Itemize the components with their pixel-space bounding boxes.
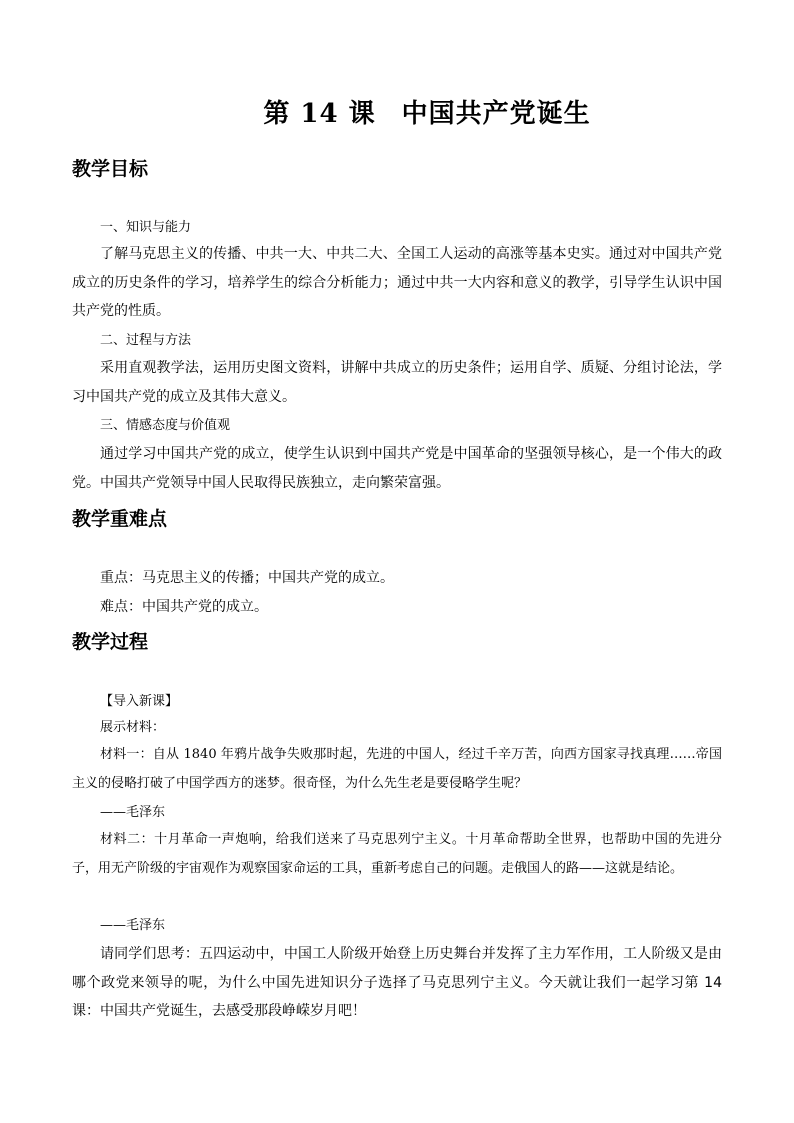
emotion-label: 三、情感态度与价值观 xyxy=(100,418,231,433)
objectives-heading: 教学目标 xyxy=(72,158,149,180)
lesson-name: 中国共产党诞生 xyxy=(401,99,591,129)
material-one: 材料一：自从 1840 年鸦片战争失败那时起，先进的中国人，经过千辛万苦，向西方国家寻找真理……帝国主义的侵略打破了中国学西方的迷梦。很奇怪，为什么先生老是要侵略学生呢？ xyxy=(72,747,722,791)
process-method-text: 采用直观教学法，运用历史图文资料，讲解中共成立的历史条件；运用自学、质疑、分组讨论法，学习中国共产党的成立及其伟大意义。 xyxy=(72,360,722,405)
material-two: 材料二：十月革命一声炮响，给我们送来了马克思列宁主义。十月革命帮助全世界，也帮助中国的先进分子，用无产阶级的宇宙观作为观察国家命运的工具，重新考虑自己的问题。走俄国人的路——这就是结论。 xyxy=(72,832,722,876)
show-material-label: 展示材料： xyxy=(100,720,166,735)
attribution-two: ——毛泽东 xyxy=(100,918,166,933)
intro-label: 【导入新课】 xyxy=(100,694,179,709)
emotion-text: 通过学习中国共产党的成立，使学生认识到中国共产党是中国革命的坚强领导核心，是一个伟大的政党。中国共产党领导中国人民取得民族独立，走向繁荣富强。 xyxy=(72,446,722,491)
attribution-one: ——毛泽东 xyxy=(100,805,166,820)
difficulty-point: 难点：中国共产党的成立。 xyxy=(100,599,268,615)
lesson-title xyxy=(0,96,794,132)
key-points-heading: 教学重难点 xyxy=(72,508,168,530)
teaching-process-heading: 教学过程 xyxy=(72,631,149,653)
lesson-number: 第 14 课 xyxy=(263,99,376,129)
knowledge-text: 了解马克思主义的传播、中共一大、中共二大、全国工人运动的高涨等基本史实。通过对中国共产党成立的历史条件的学习，培养学生的综合分析能力；通过中共一大内容和意义的教学，引导学生认识中国共产党的性质。 xyxy=(72,246,722,319)
focus-point: 重点：马克思主义的传播；中国共产党的成立。 xyxy=(100,570,394,586)
discussion-question: 请同学们思考：五四运动中，中国工人阶级开始登上历史舞台并发挥了主力军作用，工人阶级又是由哪个政党来领导的呢，为什么中国先进知识分子选择了马克思列宁主义。今天就让我们一起学习第 14 课：中国共产党诞生，去感受那段峥嵘岁月吧！ xyxy=(72,946,722,1019)
knowledge-label: 一、知识与能力 xyxy=(100,220,192,235)
process-method-label: 二、过程与方法 xyxy=(100,333,192,348)
